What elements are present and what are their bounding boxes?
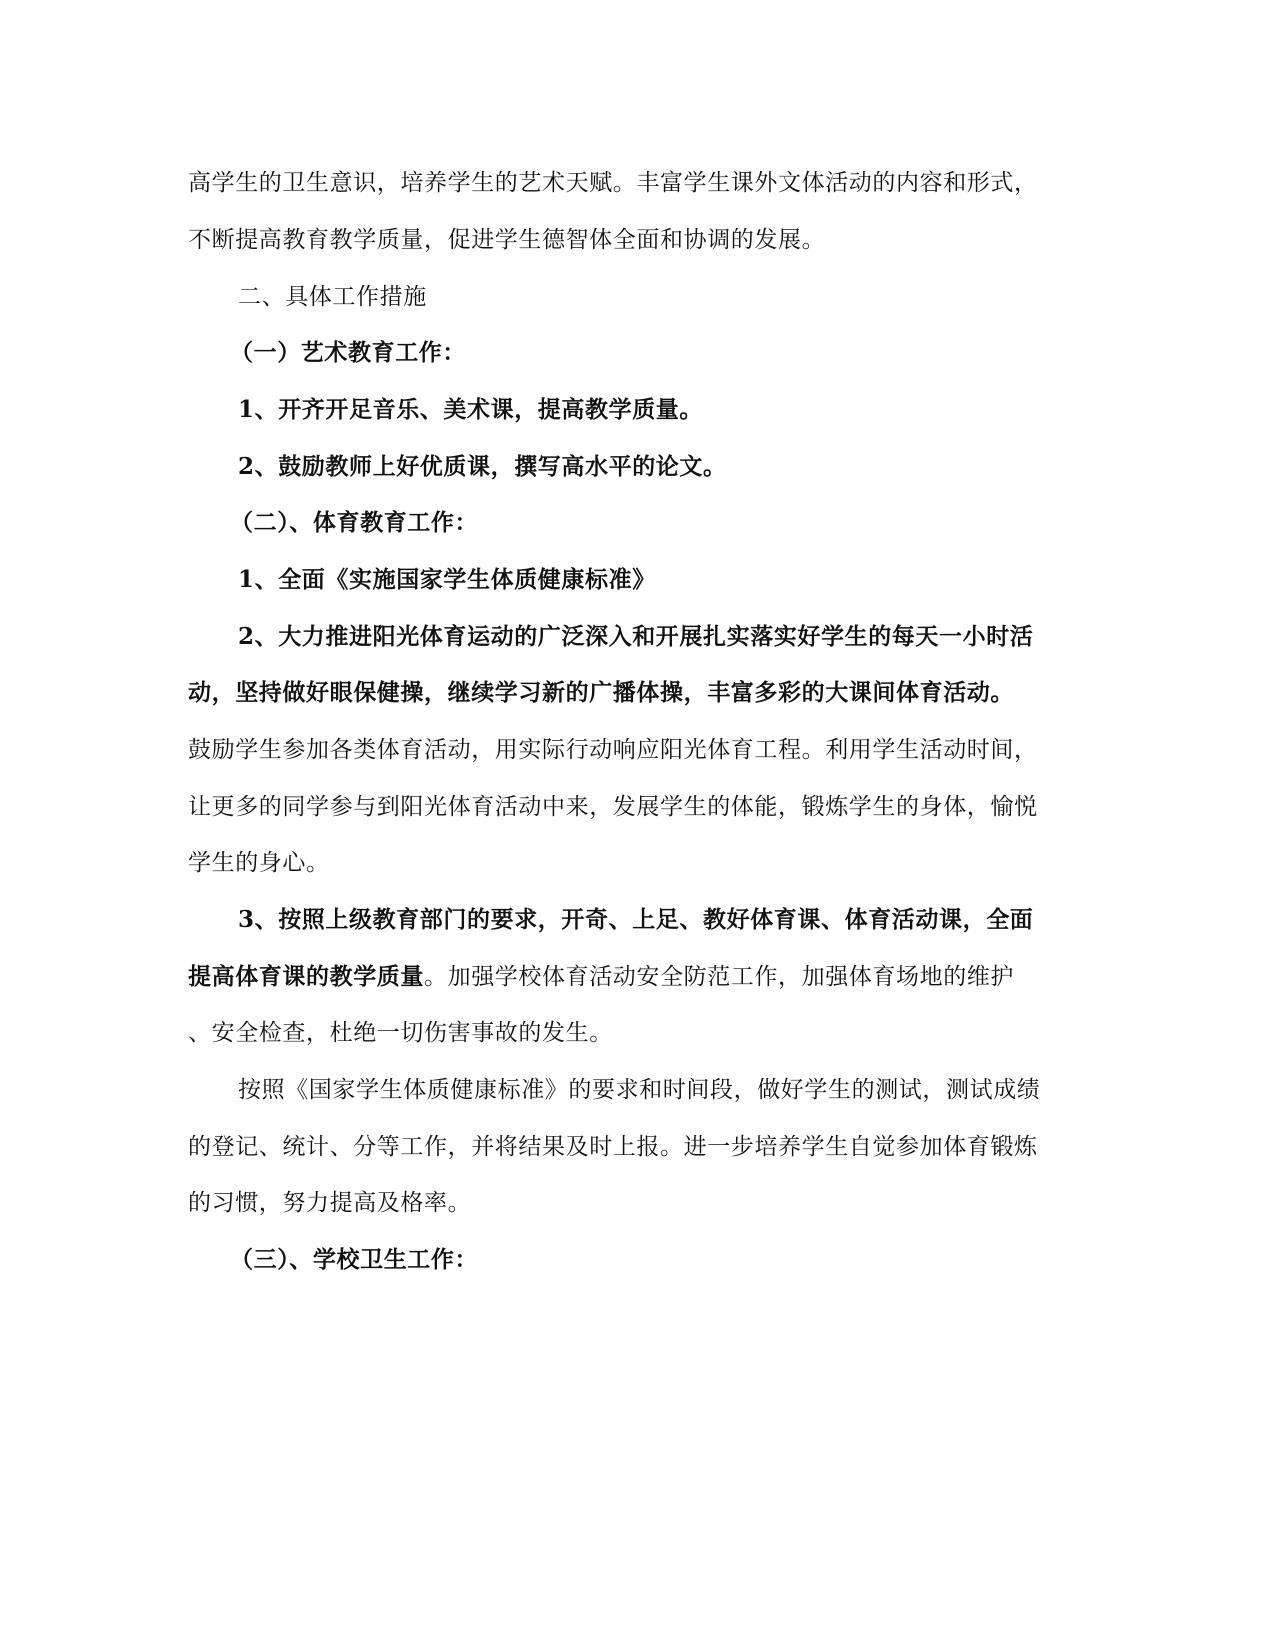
list-item: 2、鼓励教师上好优质课，撰写高水平的论文。: [238, 453, 727, 480]
bold-phrase: 提高体育课的教学质量: [188, 963, 424, 990]
paragraph-line: 按照《国家学生体质健康标准》的要求和时间段，做好学生的测试，测试成绩: [238, 1077, 1041, 1103]
paragraph-line: 学生的身心。: [188, 850, 330, 876]
section-heading: 二、具体工作措施: [238, 284, 427, 310]
paragraph-line: 高学生的卫生意识，培养学生的艺术天赋。丰富学生课外文体活动的内容和形式，: [188, 170, 1038, 196]
subsection-heading-hygiene: （三）、学校卫生工作：: [230, 1246, 479, 1273]
list-item: 1、全面《实施国家学生体质健康标准》: [238, 566, 656, 593]
paragraph-text: 。加强学校体育活动安全防范工作，加强体育场地的维护: [424, 964, 1014, 990]
subsection-heading-pe: （二）、体育教育工作：: [230, 509, 479, 536]
paragraph-line: [188, 957, 1088, 997]
list-item: 1、开齐开足音乐、美术课，提高教学质量。: [238, 396, 704, 423]
list-item: 3、按照上级教育部门的要求，开奇、上足、教好体育课、体育活动课，全面: [238, 906, 1034, 933]
paragraph-line: 的登记、统计、分等工作，并将结果及时上报。进一步培养学生自觉参加体育锻炼: [188, 1134, 1038, 1160]
paragraph-line: 的习惯，努力提高及格率。: [188, 1190, 472, 1216]
paragraph-line: 不断提高教育教学质量，促进学生德智体全面和协调的发展。: [188, 227, 826, 253]
list-item: 2、大力推进阳光体育运动的广泛深入和开展扎实落实好学生的每天一小时活: [238, 623, 1034, 650]
paragraph-line: 鼓励学生参加各类体育活动，用实际行动响应阳光体育工程。利用学生活动时间，: [188, 737, 1038, 763]
paragraph-line: 动，坚持做好眼保健操，继续学习新的广播体操，丰富多彩的大课间体育活动。: [188, 679, 1014, 706]
subsection-heading-art: （一）艺术教育工作：: [230, 339, 466, 366]
paragraph-line: 让更多的同学参与到阳光体育活动中来，发展学生的体能，锻炼学生的身体，愉悦: [188, 794, 1038, 820]
paragraph-line: 、安全检查，杜绝一切伤害事故的发生。: [188, 1020, 613, 1046]
